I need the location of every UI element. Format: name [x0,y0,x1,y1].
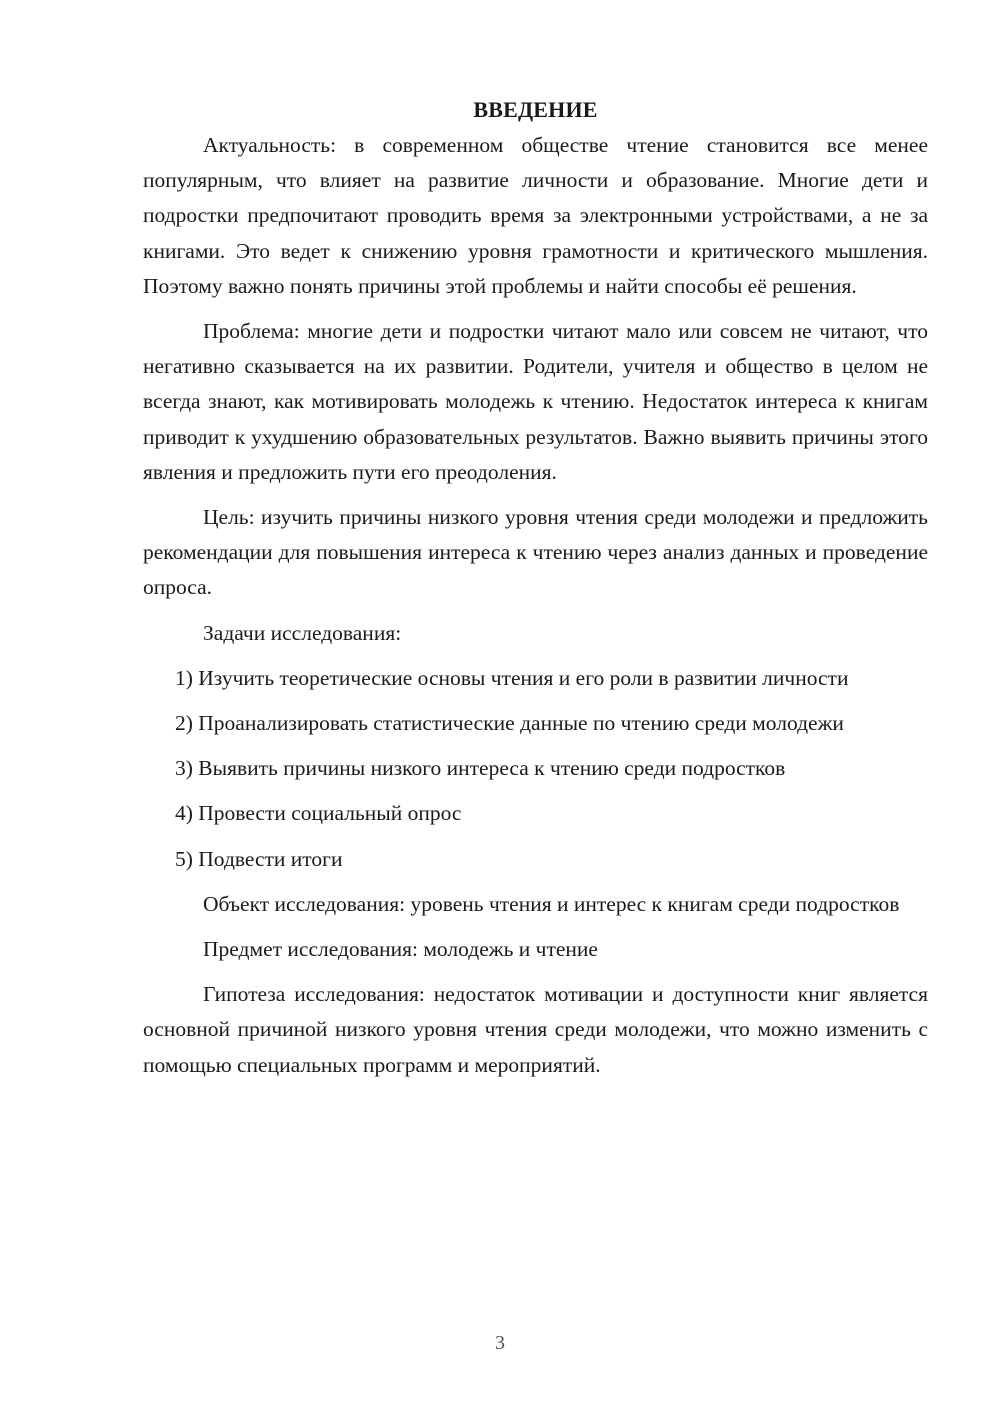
task-item-5: 5) Подвести итоги [175,846,343,871]
hypothesis-paragraph: Гипотеза исследования: недостаток мотивации и доступности книг является основной причиной низкого уровня чтения среди молодежи, что можно изменить с помощью специальных программ и мероприятий. [143,982,928,1077]
page-number: 3 [495,1332,505,1354]
task-item-2: 2) Проанализировать статистические данные по чтению среди молодежи [175,711,844,736]
document-page [143,92,928,1083]
problem-paragraph: Проблема: многие дети и подростки читают мало или совсем не читают, что негативно сказывается на их развитии. Родители, учителя и общество в целом не всегда знают, как мотивировать молодежь к чтению. Недостаток интереса к книгам приводит к ухудшению образовательных результатов. Важно выявить причины этого явления и предложить пути его преодоления. [143,319,928,484]
subject-paragraph: Предмет исследования: молодежь и чтение [203,937,598,962]
relevance-paragraph: Актуальность: в современном обществе чтение становится все менее популярным, что влияет на развитие личности и образование. Многие дети и подростки предпочитают проводить время за электронными устройствами, а не за книгами. Это ведет к снижению уровня грамотности и критического мышления. Поэтому важно понять причины этой проблемы и найти способы её решения. [143,133,928,298]
section-title: ВВЕДЕНИЕ [473,97,598,122]
task-item-3: 3) Выявить причины низкого интереса к чтению среди подростков [175,756,786,781]
goal-paragraph: Цель: изучить причины низкого уровня чтения среди молодежи и предложить рекомендации для повышения интереса к чтению через анализ данных и проведение опроса. [143,505,928,600]
task-item-4: 4) Провести социальный опрос [175,801,462,826]
tasks-heading: Задачи исследования: [203,620,402,645]
object-paragraph: Объект исследования: уровень чтения и интерес к книгам среди подростков [203,891,900,916]
task-item-1: 1) Изучить теоретические основы чтения и его роли в развитии личности [175,665,849,690]
